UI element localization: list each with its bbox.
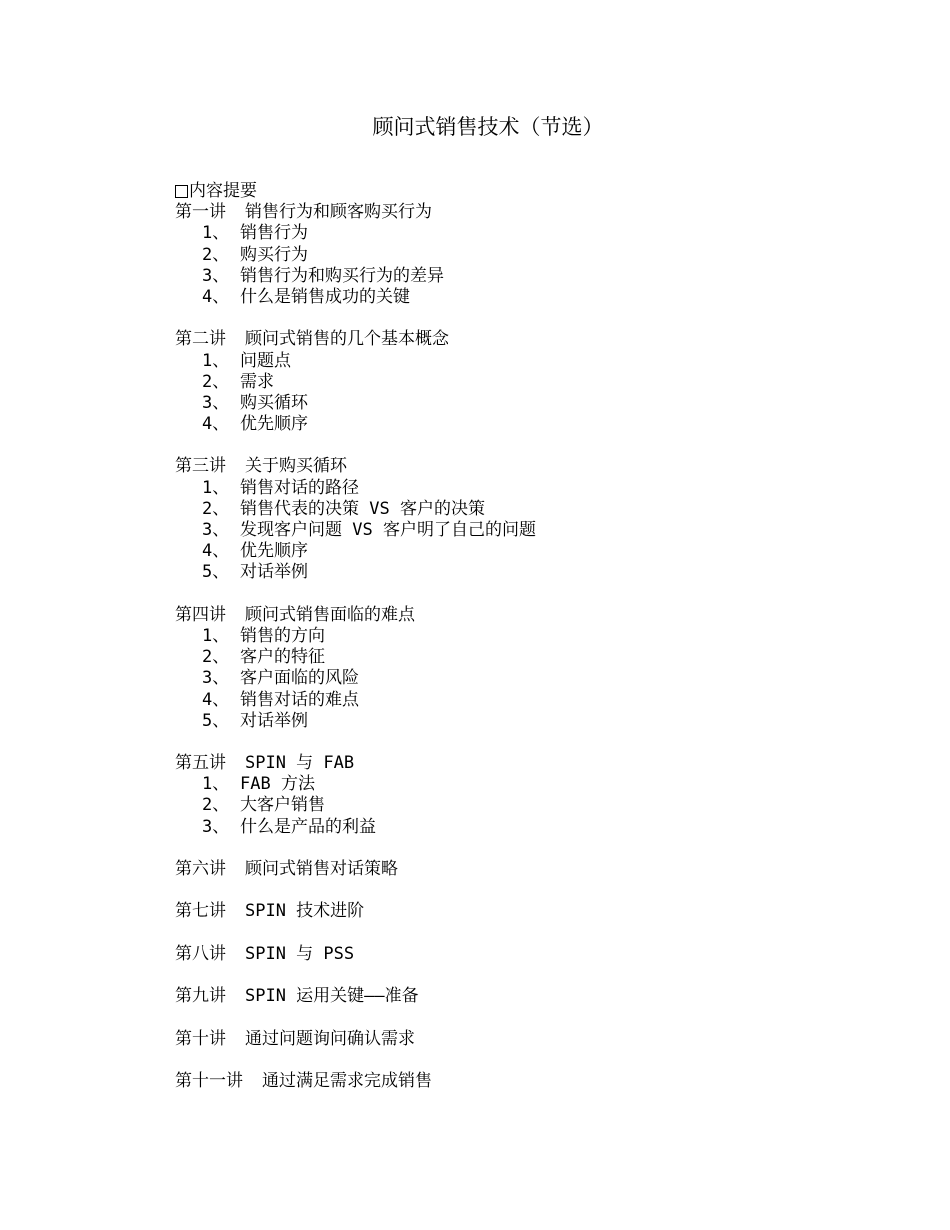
chapter-heading	[175, 329, 875, 350]
chapter-title: SPIN 技术进阶	[245, 901, 365, 922]
chapter-title: SPIN 与 FAB	[245, 753, 355, 774]
chapter-label: 第九讲	[175, 986, 226, 1007]
list-item	[175, 245, 875, 266]
list-item-number: 3、	[202, 265, 230, 286]
chapter-title: 通过问题询问确认需求	[245, 1028, 415, 1049]
chapter-title: 关于购买循环	[245, 456, 347, 477]
list-item-number: 2、	[202, 498, 230, 519]
section-spacer	[175, 435, 875, 456]
chapter-title: 销售行为和顾客购买行为	[245, 202, 432, 223]
chapter-label: 第四讲	[175, 604, 226, 625]
list-item-text: 什么是产品的利益	[240, 816, 376, 837]
list-item	[175, 266, 875, 287]
checkbox-square-icon	[175, 185, 188, 198]
section-spacer	[175, 965, 875, 986]
list-item	[175, 668, 875, 689]
list-item-text: 购买行为	[240, 244, 308, 265]
list-item-text: 客户面临的风险	[240, 668, 359, 689]
list-item	[175, 774, 875, 795]
section-spacer	[175, 584, 875, 605]
list-item-number: 5、	[202, 562, 230, 583]
chapter-heading	[175, 753, 875, 774]
section-spacer	[175, 308, 875, 329]
list-item-text: 发现客户问题 VS 客户明了自己的问题	[240, 520, 536, 540]
chapter-title: SPIN 与 PSS	[245, 943, 355, 964]
list-item-text: 销售的方向	[240, 625, 325, 646]
list-item-number: 1、	[202, 625, 230, 646]
list-item-text: 销售对话的难点	[240, 689, 359, 710]
section-spacer	[175, 880, 875, 901]
list-item-text: 购买循环	[240, 392, 308, 413]
chapter-label: 第七讲	[175, 901, 226, 922]
document-title: 顾问式销售技术（节选）	[372, 115, 604, 139]
list-item-text: 对话举例	[240, 562, 308, 583]
chapter-heading	[175, 1029, 875, 1050]
list-item-text: 优先顺序	[240, 541, 308, 562]
chapter-label: 第十一讲	[175, 1070, 243, 1091]
list-item	[175, 223, 875, 244]
list-item-number: 1、	[202, 223, 230, 244]
section-spacer	[175, 1007, 875, 1028]
chapter-title: 顾问式销售的几个基本概念	[245, 329, 449, 350]
list-item-number: 3、	[202, 816, 230, 837]
list-item-number: 3、	[202, 520, 230, 540]
chapter-heading	[175, 859, 875, 880]
list-item-number: 2、	[202, 795, 230, 816]
summary-heading	[175, 181, 875, 202]
list-item-number: 1、	[202, 350, 230, 371]
list-item	[175, 711, 875, 732]
list-item-text: 什么是销售成功的关键	[240, 286, 410, 307]
chapter-heading	[175, 901, 875, 922]
chapter-label: 第三讲	[175, 456, 226, 477]
list-item-text: 问题点	[240, 350, 291, 371]
list-item	[175, 287, 875, 308]
list-item	[175, 372, 875, 393]
list-item	[175, 795, 875, 816]
section-spacer	[175, 923, 875, 944]
chapter-heading	[175, 456, 875, 477]
list-item-number: 3、	[202, 392, 230, 413]
chapter-heading	[175, 1071, 875, 1092]
list-item	[175, 647, 875, 668]
section-spacer	[175, 732, 875, 753]
table-of-contents	[175, 181, 875, 1092]
list-item	[175, 499, 875, 520]
chapter-title: 通过满足需求完成销售	[262, 1070, 432, 1091]
list-item-number: 1、	[202, 477, 230, 498]
list-item-text: 客户的特征	[240, 647, 325, 668]
section-spacer	[175, 1050, 875, 1071]
list-item	[175, 351, 875, 372]
list-item	[175, 562, 875, 583]
list-item-text: 对话举例	[240, 710, 308, 731]
summary-label: 内容提要	[189, 181, 257, 201]
list-item	[175, 690, 875, 711]
list-item	[175, 414, 875, 435]
list-item-number: 4、	[202, 286, 230, 307]
list-item-number: 2、	[202, 647, 230, 668]
list-item	[175, 817, 875, 838]
list-item-text: 需求	[240, 371, 274, 392]
list-item-text: 大客户销售	[240, 795, 325, 816]
chapter-label: 第二讲	[175, 329, 226, 350]
list-item-text: 优先顺序	[240, 414, 308, 435]
list-item-number: 4、	[202, 414, 230, 435]
list-item-number: 5、	[202, 710, 230, 731]
chapter-label: 第十讲	[175, 1028, 226, 1049]
chapter-label: 第五讲	[175, 753, 226, 774]
list-item	[175, 520, 875, 541]
list-item-number: 2、	[202, 244, 230, 265]
chapter-heading	[175, 986, 875, 1007]
list-item-text: 销售代表的决策 VS 客户的决策	[240, 498, 485, 519]
chapter-heading	[175, 202, 875, 223]
list-item	[175, 626, 875, 647]
list-item-number: 2、	[202, 371, 230, 392]
chapter-heading	[175, 944, 875, 965]
chapter-title: 顾问式销售对话策略	[245, 859, 398, 879]
list-item-text: FAB 方法	[240, 774, 315, 795]
list-item-number: 1、	[202, 774, 230, 795]
chapter-title: SPIN 运用关键——准备	[245, 986, 419, 1007]
list-item-number: 4、	[202, 689, 230, 710]
list-item-text: 销售行为	[240, 223, 308, 244]
list-item	[175, 393, 875, 414]
list-item-number: 3、	[202, 668, 230, 689]
chapter-label: 第六讲	[175, 859, 226, 879]
chapter-label: 第一讲	[175, 202, 226, 223]
list-item-text: 销售对话的路径	[240, 477, 359, 498]
list-item-text: 销售行为和购买行为的差异	[240, 265, 444, 286]
chapter-title: 顾问式销售面临的难点	[245, 604, 415, 625]
chapter-heading	[175, 605, 875, 626]
list-item	[175, 541, 875, 562]
section-spacer	[175, 838, 875, 859]
chapter-label: 第八讲	[175, 943, 226, 964]
list-item	[175, 478, 875, 499]
list-item-number: 4、	[202, 541, 230, 562]
